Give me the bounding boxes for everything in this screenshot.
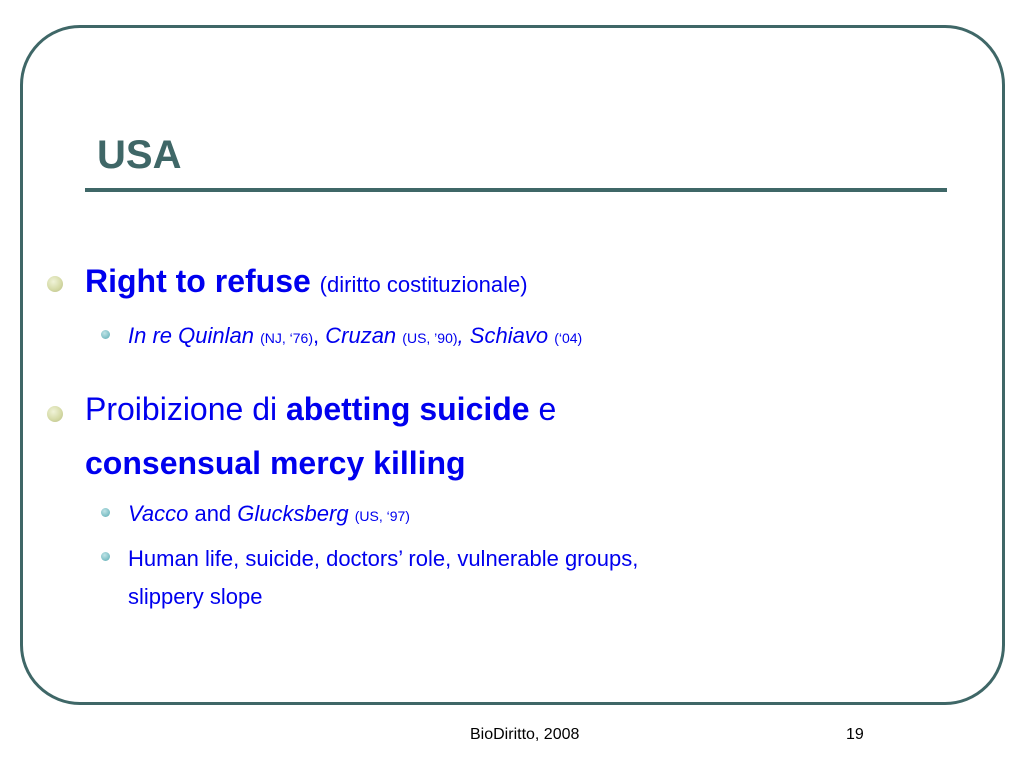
bullet-2-bold-1: abetting suicide [286, 391, 530, 427]
sub-bullet-1-1 [128, 323, 582, 351]
and-word: and [194, 501, 232, 526]
slide-title: USA [97, 133, 182, 177]
sub-bullet-1-1-marker [101, 330, 110, 339]
sub-bullet-2-1 [128, 501, 410, 529]
bullet-1-rest: (diritto costituzionale) [319, 272, 528, 297]
footer-source: BioDiritto, 2008 [470, 726, 580, 743]
title-underline [85, 188, 947, 192]
sub-bullet-2-2-marker [101, 552, 110, 561]
bullet-2-bold-2: consensual mercy killing [85, 445, 466, 481]
case-schiavo-note: (‘04) [554, 330, 583, 346]
case-glucksberg: Glucksberg [237, 501, 349, 526]
bullet-2-text-mid: e [538, 391, 557, 427]
bullet-1-lead: Right to refuse [85, 263, 311, 299]
bullet-1-marker [47, 276, 63, 292]
case-vacco: Vacco [128, 501, 189, 526]
case-cruzan: Cruzan [325, 323, 397, 348]
sub-bullet-2-2-line-1: Human life, suicide, doctors’ role, vulnerable groups, [128, 546, 639, 571]
sub-bullet-2-1-marker [101, 508, 110, 517]
sub-bullet-2-2-line-2: slippery slope [128, 584, 263, 609]
page-number: 19 [846, 726, 864, 743]
bullet-2-text-pre: Proibizione di [85, 391, 278, 427]
bullet-2-line-2 [85, 444, 466, 482]
case-glucksberg-note: (US, ‘97) [354, 508, 410, 524]
bullet-2-line-1 [85, 390, 556, 428]
case-quinlan-note: (NJ, ‘76) [260, 330, 313, 346]
bullet-1 [85, 262, 528, 304]
case-cruzan-note: (US, ’90) [402, 330, 458, 346]
case-quinlan: In re Quinlan [128, 323, 254, 348]
separator: , [457, 323, 464, 348]
bullet-2-marker [47, 406, 63, 422]
case-schiavo: Schiavo [469, 323, 549, 348]
separator: , [313, 323, 320, 348]
